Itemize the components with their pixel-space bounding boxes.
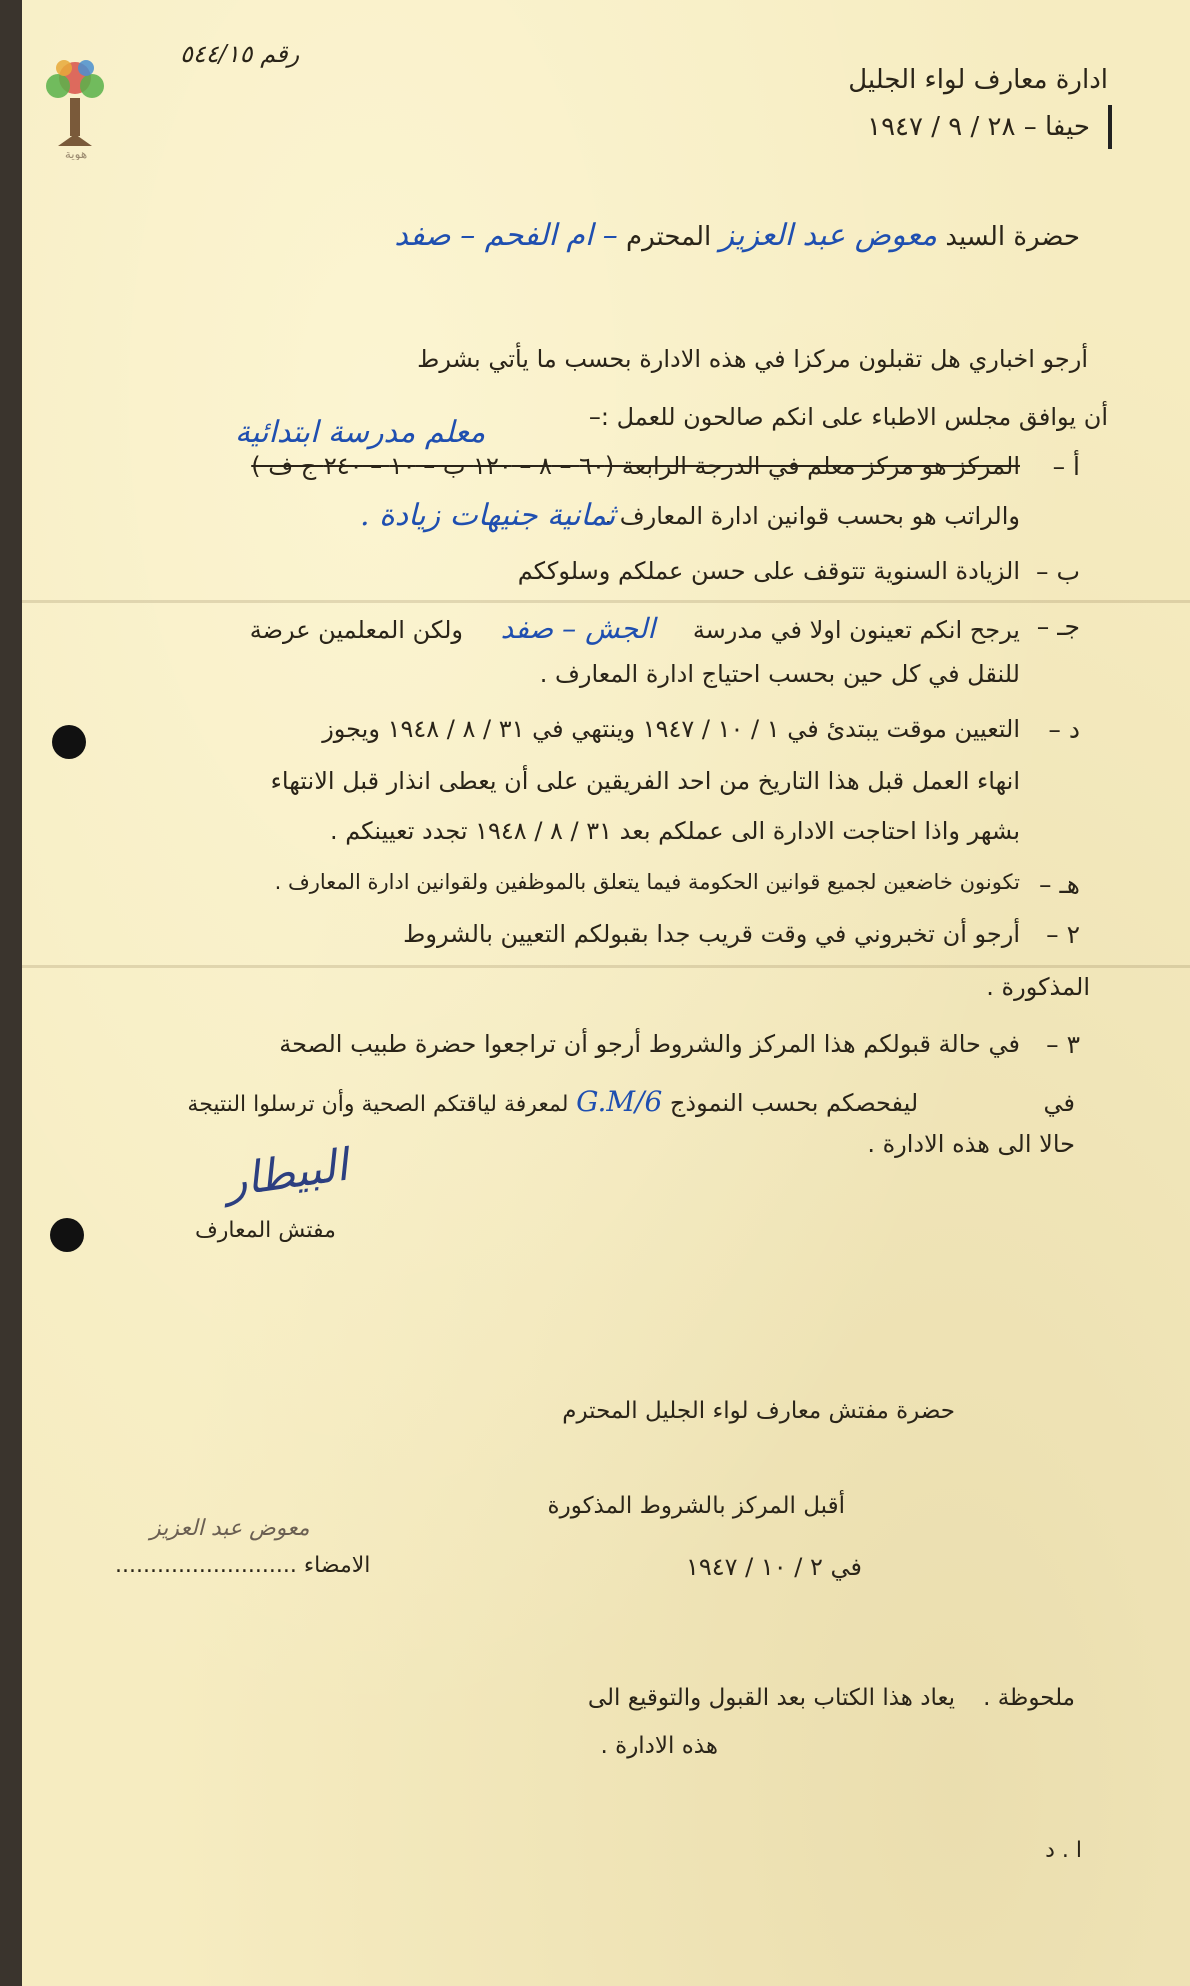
- fold-line: [22, 965, 1190, 968]
- fold-line: [22, 600, 1190, 603]
- note-line-1: يعاد هذا الكتاب بعد القبول والتوقيع الى: [587, 1685, 955, 1711]
- intro-line-2: أن يوافق مجلس الاطباء على انكم صالحون للعمل :–: [588, 403, 1108, 431]
- item-c-text-a: يرجح انكم تعينون اولا في مدرسة: [692, 616, 1020, 644]
- item-3-text-a: في: [1043, 1089, 1075, 1117]
- addressee-name: معوض عبد العزيز: [719, 218, 938, 253]
- item-3-text-c: لمعرفة لياقتكم الصحية وأن ترسلوا النتيجة: [187, 1092, 569, 1117]
- place-date: حيفا – ٢٨ / ٩ / ١٩٤٧: [867, 112, 1090, 142]
- addressee-line: [394, 218, 1080, 253]
- office-name: ادارة معارف لواء الجليل: [848, 65, 1108, 95]
- item-c-line-2: للنقل في كل حين بحسب احتياج ادارة المعارف .: [539, 660, 1020, 688]
- reference-number: [180, 40, 299, 68]
- item-2-label: ٢ –: [1046, 920, 1080, 949]
- signature-title: مفتش المعارف: [195, 1218, 336, 1243]
- tree-logo-icon: [40, 50, 112, 160]
- item-c-school: الجش – صفد: [500, 612, 656, 645]
- punch-hole: [50, 1218, 84, 1252]
- item-a-line-1: [251, 452, 1020, 480]
- item-2-line-2: المذكورة .: [986, 973, 1090, 1001]
- item-3-label: ٣ –: [1046, 1030, 1080, 1059]
- addressee-prefix: حضرة السيد: [945, 222, 1080, 252]
- item-c-label: جـ –: [1036, 612, 1080, 641]
- intro-line-1: أرجو اخباري هل تقبلون مركزا في هذه الادارة بحسب ما يأتي بشرط: [417, 345, 1088, 373]
- handwritten-note-teacher: معلم مدرسة ابتدائية: [235, 415, 486, 450]
- item-a-grade-struck: المركز هو مركز معلم في الدرجة الرابعة (٦٠ – ٨ – ١٢٠ ب – ١٠ – ٢٤٠ ج ف ): [251, 452, 1020, 480]
- addressee-location: – ام الفحم – صفد: [394, 218, 618, 253]
- footer-initials: ا . د: [1045, 1838, 1082, 1863]
- addressee-honorific: المحترم: [626, 222, 712, 252]
- item-a-label: أ –: [1052, 452, 1080, 481]
- item-3-line-1: في حالة قبولكم هذا المركز والشروط أرجو أن تراجعوا حضرة طبيب الصحة: [279, 1030, 1020, 1058]
- page-left-edge: [0, 0, 22, 1986]
- item-b-label: ب –: [1036, 557, 1080, 586]
- note-line-2: هذه الادارة .: [600, 1733, 718, 1759]
- item-d-line-2: انهاء العمل قبل هذا التاريخ من احد الفريقين على أن يعطى انذار قبل الانتهاء: [270, 767, 1020, 795]
- item-d-line-3: بشهر واذا احتاجت الادارة الى عملكم بعد ٣١ / ٨ / ١٩٤٨ تجدد تعيينكم .: [329, 817, 1020, 845]
- item-2-line-1: أرجو أن تخبروني في وقت قريب جدا بقبولكم التعيين بالشروط: [403, 920, 1020, 948]
- item-d-label: د –: [1048, 715, 1080, 744]
- punch-hole: [52, 725, 86, 759]
- reply-date: في ٢ / ١٠ / ١٩٤٧: [685, 1553, 862, 1581]
- reply-signature-hand: معوض عبد العزيز: [150, 1516, 310, 1541]
- reply-signature-label: الامضاء: [303, 1553, 371, 1578]
- item-c-line-1: [250, 612, 1020, 645]
- item-a-line-2: والراتب هو بحسب قوانين ادارة المعارف .: [604, 502, 1020, 530]
- reply-accept: أقبل المركز بالشروط المذكورة: [547, 1493, 845, 1519]
- reference-label: رقم: [260, 40, 300, 68]
- item-3-form-number: G.M/6: [576, 1085, 663, 1118]
- logo-text: هوية: [64, 147, 88, 160]
- item-e-text: تكونون خاضعين لجميع قوانين الحكومة فيما يتعلق بالموظفين ولقوانين ادارة المعارف .: [274, 870, 1020, 894]
- note-label: ملحوظة .: [983, 1685, 1075, 1711]
- margin-mark: [1108, 105, 1112, 149]
- handwritten-note-raise: ثمانية جنيهات زيادة .: [360, 498, 616, 533]
- item-b-text: الزيادة السنوية تتوقف على حسن عملكم وسلوككم: [517, 557, 1020, 585]
- reference-value: ٥٤٤/١٥: [180, 40, 253, 68]
- reply-addressee: حضرة مفتش معارف لواء الجليل المحترم: [562, 1398, 955, 1424]
- item-3-line-3: حالا الى هذه الادارة .: [867, 1130, 1075, 1158]
- item-3-text-b: ليفحصكم بحسب النموذج: [669, 1089, 919, 1117]
- item-c-text-b: ولكن المعلمين عرضة: [249, 616, 463, 644]
- item-3-line-2: [187, 1085, 1075, 1118]
- reply-signature-line: الامضاء ..........................: [115, 1553, 371, 1578]
- item-d-line-1: التعيين موقت يبتدئ في ١ / ١٠ / ١٩٤٧ وينتهي في ٣١ / ٨ / ١٩٤٨ ويجوز: [322, 715, 1020, 743]
- item-e-label: هـ –: [1039, 870, 1080, 899]
- signature-scrawl: البيطار: [222, 1139, 351, 1208]
